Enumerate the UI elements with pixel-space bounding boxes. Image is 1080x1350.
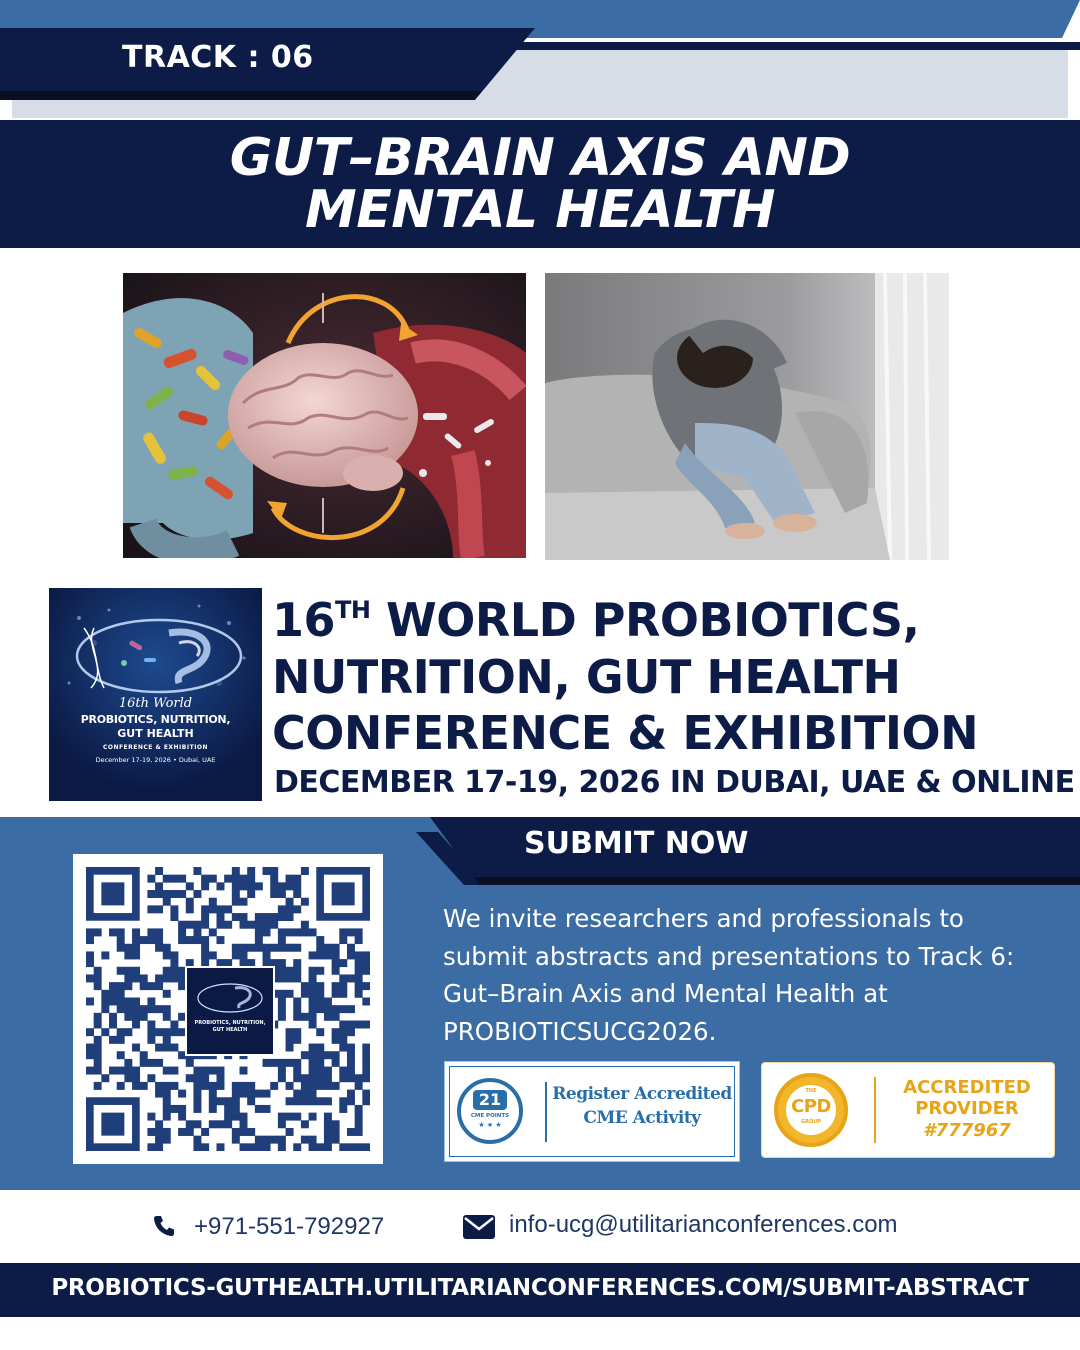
cme-stars: ★ ★ ★ <box>478 1121 502 1129</box>
gut-dna-icon <box>49 588 262 801</box>
logo-line1: PROBIOTICS, NUTRITION, <box>80 713 231 726</box>
phone-number[interactable]: +971-551-792927 <box>194 1213 385 1240</box>
qr-code[interactable] <box>73 854 383 1164</box>
svg-text:GUT HEALTH: GUT HEALTH <box>212 1027 248 1033</box>
cpd-mark: CPD <box>791 1096 831 1117</box>
cme-points-label: CME POINTS <box>470 1113 510 1119</box>
page-title-line-2: MENTAL HEALTH <box>304 180 775 240</box>
cpd-badge <box>761 1062 1055 1158</box>
submit-description: We invite researchers and professionals to submit abstracts and presentations to Track 6: Gut–Brain Axis and Mental Health at PROBIOTICSUCG2026. <box>443 904 1015 1046</box>
conference-title-line-1 <box>272 593 920 647</box>
cme-points-number: 21 <box>473 1090 507 1110</box>
email-address[interactable]: info-ucg@utilitarianconferences.com <box>509 1211 898 1238</box>
cpd-seal-icon <box>774 1073 848 1147</box>
phone-icon <box>152 1214 176 1238</box>
cpd-line1: ACCREDITED <box>903 1077 1031 1098</box>
logo-ordinal: 16th World <box>118 696 193 711</box>
gut-brain-image <box>123 273 526 558</box>
qr-center-logo <box>185 966 275 1056</box>
cme-badge <box>444 1061 740 1162</box>
conference-title-line-3: CONFERENCE & EXHIBITION <box>272 706 979 760</box>
cme-points-seal <box>457 1078 523 1144</box>
submit-now-label: SUBMIT NOW <box>524 826 749 861</box>
email-icon <box>463 1215 495 1239</box>
conference-title-line-2: NUTRITION, GUT HEALTH <box>272 650 901 704</box>
conference-number: 16 <box>272 593 336 647</box>
cme-title-line1: Register Accredited <box>552 1084 732 1104</box>
cpd-line2: PROVIDER <box>915 1098 1019 1119</box>
cpd-the: THE <box>805 1088 817 1094</box>
logo-dates: December 17-19, 2026 • Dubai, UAE <box>95 756 216 764</box>
conference-suffix: TH <box>335 596 371 624</box>
logo-line2: GUT HEALTH <box>117 727 194 740</box>
conference-logo <box>49 588 262 801</box>
conference-title-rest: WORLD PROBIOTICS, <box>370 593 920 647</box>
svg-text:PROBIOTICS, NUTRITION,: PROBIOTICS, NUTRITION, <box>194 1020 266 1026</box>
logo-line3: CONFERENCE & EXHIBITION <box>102 744 209 751</box>
page-title-line-1: GUT–BRAIN AXIS AND <box>229 128 851 188</box>
title-band <box>0 120 1080 248</box>
cpd-number: #777967 <box>923 1120 1011 1141</box>
person-sitting-photo <box>545 273 949 560</box>
cme-title-line2: CME Activity <box>583 1108 701 1128</box>
track-label: TRACK : 06 <box>122 40 314 75</box>
conference-dates: DECEMBER 17-19, 2026 IN DUBAI, UAE & ONLINE <box>274 765 1075 800</box>
submit-url-link[interactable]: PROBIOTICS-GUTHEALTH.UTILITARIANCONFERENCES.COM/SUBMIT-ABSTRACT <box>51 1275 1029 1301</box>
cpd-group: GROUP <box>801 1119 821 1125</box>
